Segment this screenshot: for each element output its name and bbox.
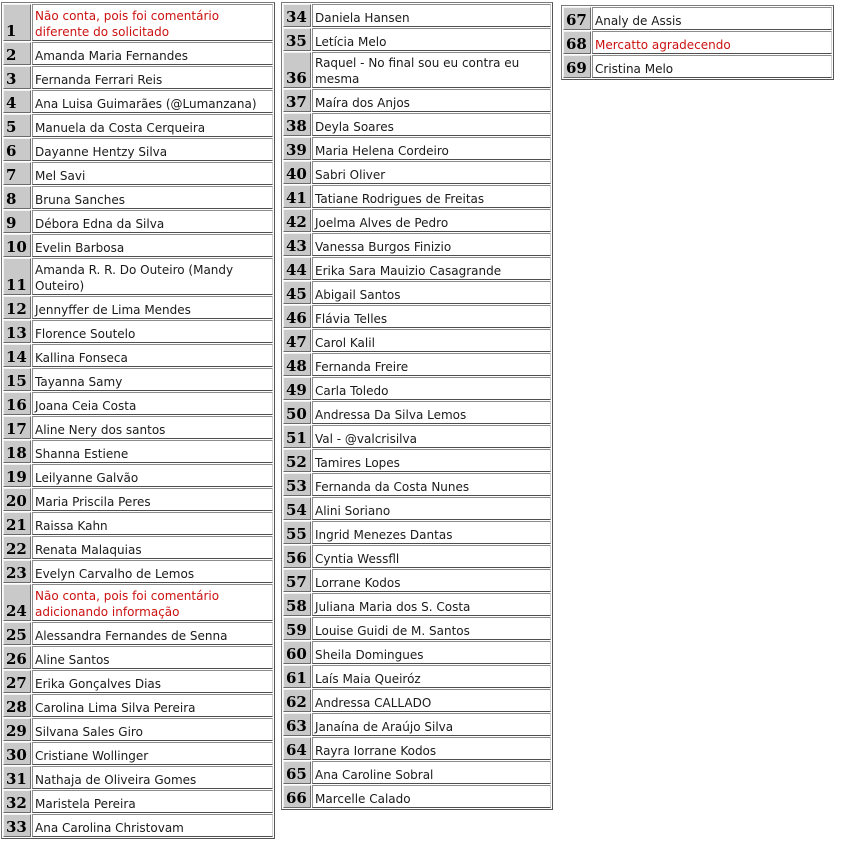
- row-number: 40: [283, 161, 311, 184]
- table-row: [283, 593, 551, 616]
- row-number: 46: [283, 305, 311, 328]
- participant-name: Mel Savi: [32, 162, 273, 185]
- participant-name: Kallina Fonseca: [32, 344, 273, 367]
- participant-name: Maíra dos Anjos: [312, 89, 551, 112]
- participant-name: Raissa Kahn: [32, 512, 273, 535]
- table-row: [3, 790, 273, 813]
- row-number: 68: [563, 31, 591, 54]
- table-row: [3, 512, 273, 535]
- table-row: [3, 670, 273, 693]
- participant-name: Débora Edna da Silva: [32, 210, 273, 233]
- participant-name: Dayanne Hentzy Silva: [32, 138, 273, 161]
- row-number: 14: [3, 344, 31, 367]
- row-number: 43: [283, 233, 311, 256]
- participant-name: Louise Guidi de M. Santos: [312, 617, 551, 640]
- row-number: 45: [283, 281, 311, 304]
- row-number: 8: [3, 186, 31, 209]
- row-number: 6: [3, 138, 31, 161]
- participant-name: Andressa CALLADO: [312, 689, 551, 712]
- participant-name: Carolina Lima Silva Pereira: [32, 694, 273, 717]
- table-row: [3, 138, 273, 161]
- row-number: 60: [283, 641, 311, 664]
- participant-name: Andressa Da Silva Lemos: [312, 401, 551, 424]
- table-row: [283, 305, 551, 328]
- row-number: 3: [3, 66, 31, 89]
- table-row: [283, 137, 551, 160]
- table-row: [3, 392, 273, 415]
- participant-name: Evelyn Carvalho de Lemos: [32, 560, 273, 583]
- table-row: [3, 368, 273, 391]
- participant-name: Raquel - No final sou eu contra eu mesma: [312, 52, 551, 88]
- row-number: 65: [283, 761, 311, 784]
- row-number: 55: [283, 521, 311, 544]
- participant-name: Cyntia Wessfll: [312, 545, 551, 568]
- row-number: 37: [283, 89, 311, 112]
- table-row: [3, 320, 273, 343]
- participant-name: Manuela da Costa Cerqueira: [32, 114, 273, 137]
- participant-name: Ana Carolina Christovam: [32, 814, 273, 837]
- participant-name: Fernanda Ferrari Reis: [32, 66, 273, 89]
- row-number: 52: [283, 449, 311, 472]
- table-row: [283, 329, 551, 352]
- table-row: [283, 689, 551, 712]
- table-row: [283, 281, 551, 304]
- row-number: 49: [283, 377, 311, 400]
- table-row: [3, 646, 273, 669]
- participant-name: Rayra Iorrane Kodos: [312, 737, 551, 760]
- table-row: [283, 569, 551, 592]
- table-row: [283, 257, 551, 280]
- table-row: [283, 161, 551, 184]
- row-number: 11: [3, 258, 31, 295]
- participants-table-3: [561, 5, 834, 80]
- row-number: 20: [3, 488, 31, 511]
- row-number: 48: [283, 353, 311, 376]
- participant-name: Val - @valcrisilva: [312, 425, 551, 448]
- table-row: [3, 90, 273, 113]
- row-number: 69: [563, 55, 591, 78]
- row-number: 18: [3, 440, 31, 463]
- table-row: [3, 742, 273, 765]
- table-row: [283, 185, 551, 208]
- participant-name: Renata Malaquias: [32, 536, 273, 559]
- row-number: 17: [3, 416, 31, 439]
- participant-name: Ingrid Menezes Dantas: [312, 521, 551, 544]
- participant-name: Ana Luisa Guimarães (@Lumanzana): [32, 90, 273, 113]
- table-row: [283, 425, 551, 448]
- row-number: 19: [3, 464, 31, 487]
- participant-name: Amanda R. R. Do Outeiro (Mandy Outeiro): [32, 258, 273, 295]
- table-row: [3, 440, 273, 463]
- table-row: [3, 694, 273, 717]
- participant-name: Deyla Soares: [312, 113, 551, 136]
- participant-name: Maria Helena Cordeiro: [312, 137, 551, 160]
- row-number: 39: [283, 137, 311, 160]
- table-row: [283, 449, 551, 472]
- participant-name: Erika Sara Mauizio Casagrande: [312, 257, 551, 280]
- row-number: 9: [3, 210, 31, 233]
- table-row: [3, 814, 273, 837]
- table-row: [3, 464, 273, 487]
- participant-name: Letícia Melo: [312, 28, 551, 51]
- row-number: 35: [283, 28, 311, 51]
- participant-name: Fernanda Freire: [312, 353, 551, 376]
- table-row: [283, 377, 551, 400]
- table-row: [3, 66, 273, 89]
- participant-name: Analy de Assis: [592, 7, 832, 30]
- participant-name: Aline Nery dos santos: [32, 416, 273, 439]
- row-number: 4: [3, 90, 31, 113]
- row-number: 7: [3, 162, 31, 185]
- participant-name: Carol Kalil: [312, 329, 551, 352]
- participant-name: Amanda Maria Fernandes: [32, 42, 273, 65]
- table-row: [3, 258, 273, 295]
- table-row: [283, 353, 551, 376]
- table-row: [283, 737, 551, 760]
- row-number: 59: [283, 617, 311, 640]
- participant-name: Nathaja de Oliveira Gomes: [32, 766, 273, 789]
- participant-name: Maria Priscila Peres: [32, 488, 273, 511]
- participant-name: Jennyffer de Lima Mendes: [32, 296, 273, 319]
- participant-name: Joana Ceia Costa: [32, 392, 273, 415]
- participant-name: Juliana Maria dos S. Costa: [312, 593, 551, 616]
- participant-name: Joelma Alves de Pedro: [312, 209, 551, 232]
- row-number: 33: [3, 814, 31, 837]
- participant-name: Cristina Melo: [592, 55, 832, 78]
- note-cell: Mercatto agradecendo: [592, 31, 832, 54]
- table-row: [3, 210, 273, 233]
- table-row: [563, 31, 832, 54]
- table-row: [283, 641, 551, 664]
- participant-name: Silvana Sales Giro: [32, 718, 273, 741]
- participant-name: Lorrane Kodos: [312, 569, 551, 592]
- participant-name: Alessandra Fernandes de Senna: [32, 622, 273, 645]
- row-number: 22: [3, 536, 31, 559]
- participant-name: Daniela Hansen: [312, 4, 551, 27]
- participant-name: Ana Caroline Sobral: [312, 761, 551, 784]
- participant-name: Alini Soriano: [312, 497, 551, 520]
- row-number: 12: [3, 296, 31, 319]
- table-row: [563, 7, 832, 30]
- table-row: [3, 344, 273, 367]
- row-number: 34: [283, 4, 311, 27]
- participant-name: Carla Toledo: [312, 377, 551, 400]
- table-row: [283, 713, 551, 736]
- row-number: 38: [283, 113, 311, 136]
- table-row: [283, 497, 551, 520]
- table-row: [283, 521, 551, 544]
- participants-table-2: [281, 2, 553, 810]
- row-number: 63: [283, 713, 311, 736]
- row-number: 29: [3, 718, 31, 741]
- row-number: 13: [3, 320, 31, 343]
- row-number: 54: [283, 497, 311, 520]
- row-number: 36: [283, 52, 311, 88]
- participant-name: Flávia Telles: [312, 305, 551, 328]
- note-cell: Não conta, pois foi comentário adicionando informação: [32, 584, 273, 621]
- row-number: 27: [3, 670, 31, 693]
- table-row: [283, 785, 551, 808]
- table-row: [3, 718, 273, 741]
- row-number: 44: [283, 257, 311, 280]
- participant-name: Aline Santos: [32, 646, 273, 669]
- participant-name: Florence Soutelo: [32, 320, 273, 343]
- row-number: 15: [3, 368, 31, 391]
- row-number: 21: [3, 512, 31, 535]
- table-row: [3, 186, 273, 209]
- row-number: 41: [283, 185, 311, 208]
- table-row: [283, 28, 551, 51]
- row-number: 2: [3, 42, 31, 65]
- table-row: [283, 761, 551, 784]
- row-number: 24: [3, 584, 31, 621]
- table-row: [563, 55, 832, 78]
- table-row: [3, 488, 273, 511]
- table-row: [283, 233, 551, 256]
- row-number: 53: [283, 473, 311, 496]
- row-number: 31: [3, 766, 31, 789]
- participant-name: Marcelle Calado: [312, 785, 551, 808]
- table-row: [283, 52, 551, 88]
- row-number: 32: [3, 790, 31, 813]
- table-row: [3, 4, 273, 41]
- participant-name: Abigail Santos: [312, 281, 551, 304]
- table-row: [283, 401, 551, 424]
- table-row: [3, 766, 273, 789]
- row-number: 25: [3, 622, 31, 645]
- participant-name: Erika Gonçalves Dias: [32, 670, 273, 693]
- table-row: [283, 473, 551, 496]
- participant-name: Leilyanne Galvão: [32, 464, 273, 487]
- note-cell: Não conta, pois foi comentário diferente do solicitado: [32, 4, 273, 41]
- row-number: 16: [3, 392, 31, 415]
- participant-name: Janaína de Araújo Silva: [312, 713, 551, 736]
- row-number: 26: [3, 646, 31, 669]
- row-number: 57: [283, 569, 311, 592]
- row-number: 64: [283, 737, 311, 760]
- participant-name: Evelin Barbosa: [32, 234, 273, 257]
- participant-name: Laís Maia Queiróz: [312, 665, 551, 688]
- table-row: [283, 617, 551, 640]
- participant-name: Tatiane Rodrigues de Freitas: [312, 185, 551, 208]
- row-number: 47: [283, 329, 311, 352]
- table-row: [283, 4, 551, 27]
- table-row: [3, 234, 273, 257]
- row-number: 67: [563, 7, 591, 30]
- participant-name: Bruna Sanches: [32, 186, 273, 209]
- row-number: 23: [3, 560, 31, 583]
- table-row: [3, 42, 273, 65]
- table-row: [3, 560, 273, 583]
- table-row: [3, 296, 273, 319]
- row-number: 42: [283, 209, 311, 232]
- table-row: [283, 89, 551, 112]
- participant-name: Cristiane Wollinger: [32, 742, 273, 765]
- table-row: [3, 114, 273, 137]
- participant-name: Tamires Lopes: [312, 449, 551, 472]
- row-number: 30: [3, 742, 31, 765]
- row-number: 62: [283, 689, 311, 712]
- row-number: 28: [3, 694, 31, 717]
- participant-name: Shanna Estiene: [32, 440, 273, 463]
- table-row: [3, 584, 273, 621]
- participant-name: Sabri Oliver: [312, 161, 551, 184]
- table-row: [283, 113, 551, 136]
- participant-name: Fernanda da Costa Nunes: [312, 473, 551, 496]
- participant-name: Sheila Domingues: [312, 641, 551, 664]
- table-row: [283, 665, 551, 688]
- row-number: 50: [283, 401, 311, 424]
- row-number: 61: [283, 665, 311, 688]
- row-number: 5: [3, 114, 31, 137]
- row-number: 10: [3, 234, 31, 257]
- table-row: [283, 545, 551, 568]
- table-row: [3, 536, 273, 559]
- row-number: 58: [283, 593, 311, 616]
- participant-name: Maristela Pereira: [32, 790, 273, 813]
- participant-name: Tayanna Samy: [32, 368, 273, 391]
- table-row: [3, 416, 273, 439]
- row-number: 66: [283, 785, 311, 808]
- table-row: [3, 622, 273, 645]
- table-row: [3, 162, 273, 185]
- row-number: 1: [3, 4, 31, 41]
- table-row: [283, 209, 551, 232]
- row-number: 56: [283, 545, 311, 568]
- participants-table-1: [1, 2, 275, 839]
- row-number: 51: [283, 425, 311, 448]
- participant-name: Vanessa Burgos Finizio: [312, 233, 551, 256]
